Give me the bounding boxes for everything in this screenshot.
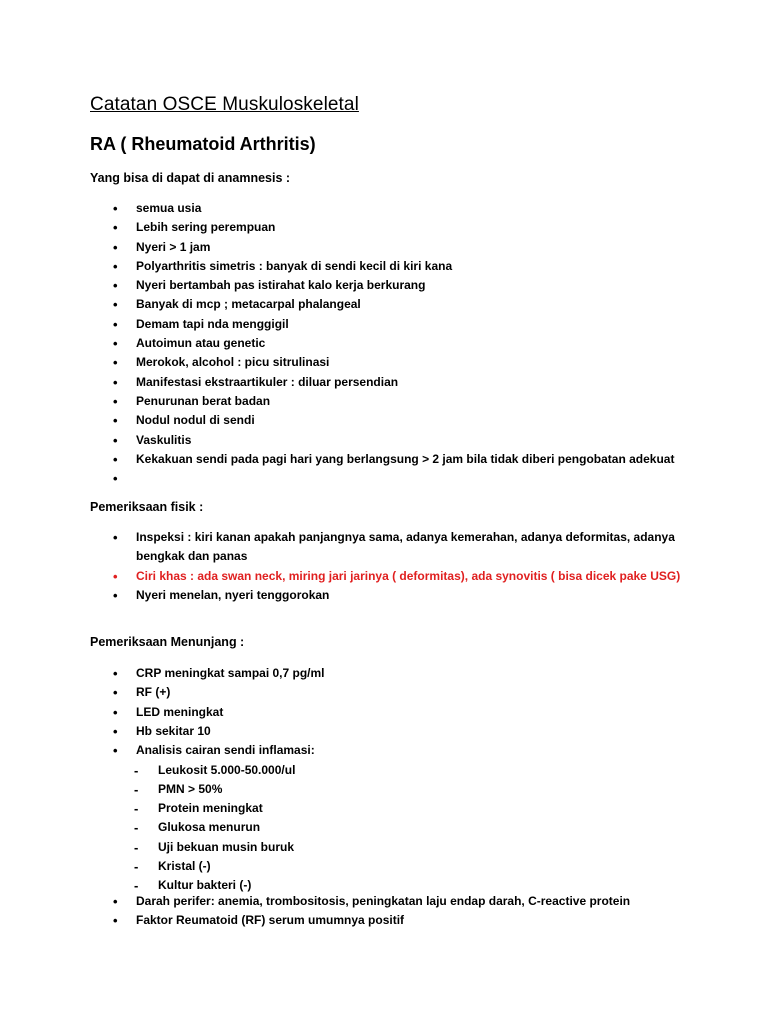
list-item-empty bbox=[0, 469, 768, 488]
penunjang-label: Pemeriksaan Menunjang : bbox=[90, 635, 245, 649]
list-item: • Vaskulitis bbox=[0, 431, 768, 450]
fisik-list bbox=[0, 528, 768, 605]
list-item: • Demam tapi nda menggigil bbox=[0, 315, 768, 334]
fisik-label: Pemeriksaan fisik : bbox=[90, 500, 204, 514]
sub-list-item: - PMN > 50% bbox=[0, 780, 768, 799]
penunjang-list bbox=[0, 664, 768, 760]
sub-list-item: - Kultur bakteri (-) bbox=[0, 876, 768, 895]
sub-list-item: - Glukosa menurun bbox=[0, 818, 768, 837]
penunjang-list-continued bbox=[0, 892, 768, 931]
list-item: • Hb sekitar 10 bbox=[0, 722, 768, 741]
list-item: • Analisis cairan sendi inflamasi: bbox=[0, 741, 768, 760]
list-item: • LED meningkat bbox=[0, 703, 768, 722]
list-item: • Darah perifer: anemia, trombositosis, peningkatan laju endap darah, C-reactive protein bbox=[0, 892, 768, 911]
list-item: • Autoimun atau genetic bbox=[0, 334, 768, 353]
list-item-highlight: • Ciri khas : ada swan neck, miring jari jarinya ( deformitas), ada synovitis ( bisa dicek pake USG) bbox=[0, 567, 768, 586]
list-item: • Banyak di mcp ; metacarpal phalangeal bbox=[0, 295, 768, 314]
list-item: • Faktor Reumatoid (RF) serum umumnya positif bbox=[0, 911, 768, 930]
list-item: • Lebih sering perempuan bbox=[0, 218, 768, 237]
list-item: • Manifestasi ekstraartikuler : diluar persendian bbox=[0, 373, 768, 392]
list-item: • Nyeri > 1 jam bbox=[0, 238, 768, 257]
list-item: • Nodul nodul di sendi bbox=[0, 411, 768, 430]
list-item: • Nyeri bertambah pas istirahat kalo kerja berkurang bbox=[0, 276, 768, 295]
list-item: • RF (+) bbox=[0, 683, 768, 702]
list-item: • Kekakuan sendi pada pagi hari yang berlangsung > 2 jam bila tidak diberi pengobatan adekuat bbox=[0, 450, 768, 469]
document-title: Catatan OSCE Muskuloskeletal bbox=[90, 94, 359, 115]
sub-list-item: - Leukosit 5.000-50.000/ul bbox=[0, 761, 768, 780]
list-item: • Nyeri menelan, nyeri tenggorokan bbox=[0, 586, 768, 605]
list-item: • semua usia bbox=[0, 199, 768, 218]
analisis-sub-list bbox=[0, 761, 768, 896]
anamnesis-list bbox=[0, 199, 768, 488]
list-item: • Penurunan berat badan bbox=[0, 392, 768, 411]
list-item: • Polyarthritis simetris : banyak di sendi kecil di kiri kana bbox=[0, 257, 768, 276]
section-heading-ra: RA ( Rheumatoid Arthritis) bbox=[90, 134, 316, 154]
list-item: • CRP meningkat sampai 0,7 pg/ml bbox=[0, 664, 768, 683]
sub-list-item: - Uji bekuan musin buruk bbox=[0, 838, 768, 857]
list-item: • Inspeksi : kiri kanan apakah panjangnya sama, adanya kemerahan, adanya deformitas, adanya bengkak dan panas bbox=[0, 528, 677, 567]
sub-list-item: - Kristal (-) bbox=[0, 857, 768, 876]
list-item: • Merokok, alcohol : picu sitrulinasi bbox=[0, 353, 768, 372]
sub-list-item: - Protein meningkat bbox=[0, 799, 768, 818]
anamnesis-label: Yang bisa di dapat di anamnesis : bbox=[90, 171, 291, 185]
